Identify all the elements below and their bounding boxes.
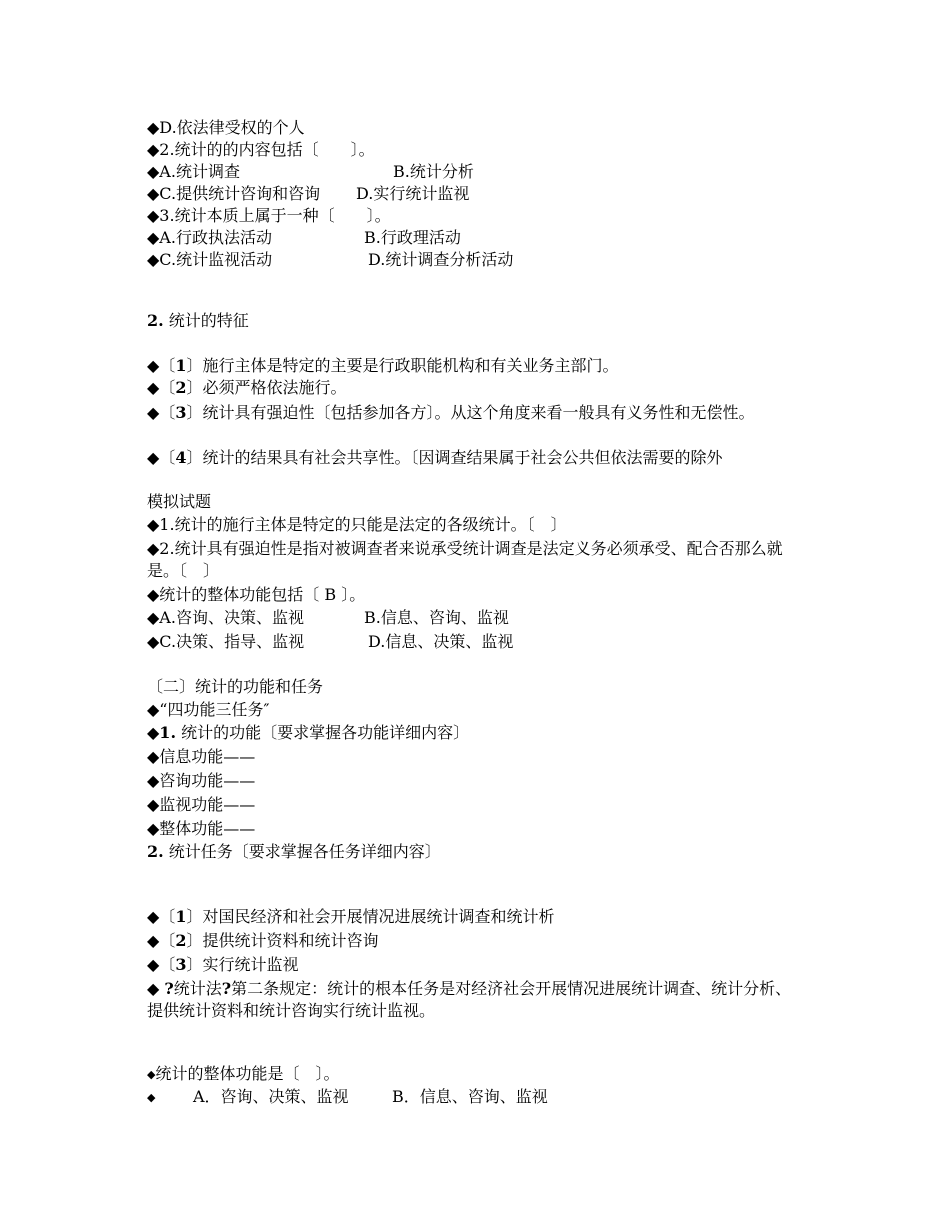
overall-option-b: B．信息、咨询、监视	[392, 1087, 548, 1106]
question-3-line: ◆3.统计本质上属于一种〔 〕。	[147, 206, 391, 225]
option-d-line: ◆D.依法律受权的个人	[147, 118, 305, 137]
mock-question-2: ◆2.统计具有强迫性是指对被调查者来说承受统计调查是法定义务必须承受、配合否那么就是。〔 〕	[147, 539, 783, 580]
section-heading-features: 2. 统计的特征	[147, 311, 249, 330]
mock-question-1: ◆1.统计的施行主体是特定的只能是法定的各级统计。〔 〕	[147, 515, 567, 534]
task-2: ◆〔2〕提供统计资料和统计咨询	[147, 931, 379, 950]
option-c-line: ◆C.提供统计咨询和咨询	[147, 184, 321, 203]
option-d2-line: D.实行统计监视	[356, 184, 470, 203]
feature-1: ◆〔1〕施行主体是特定的主要是行政职能机构和有关业务主部门。	[147, 356, 619, 375]
task-3: ◆〔3〕实行统计监视	[147, 955, 299, 974]
option-c2-line: ◆C.统计监视活动	[147, 250, 273, 269]
function-consulting: ◆咨询功能——	[147, 771, 256, 790]
option-a2-line: ◆A.行政执法活动	[147, 228, 272, 247]
question-2-line: ◆2.统计的的内容包括〔 〕。	[147, 140, 375, 159]
option-b-line: B.统计分析	[393, 162, 474, 181]
mock-option-a: ◆A.咨询、决策、监视	[147, 608, 304, 627]
overall-function-options: ◆	[147, 1091, 156, 1104]
overall-function-question: ◆统计的整体功能是〔 〕。	[147, 1064, 340, 1083]
feature-2: ◆〔2〕必须严格依法施行。	[147, 378, 347, 397]
mock-option-d: D.信息、决策、监视	[368, 632, 514, 651]
mock-exam-heading: 模拟试题	[147, 492, 212, 511]
mock-option-c: ◆C.决策、指导、监视	[147, 632, 305, 651]
mock-question-3: ◆统计的整体功能包括〔 B 〕。	[147, 585, 366, 604]
option-d3-line: D.统计调查分析活动	[368, 250, 514, 269]
statistics-law-article: ◆ ?统计法?第二条规定：统计的根本任务是对经济社会开展情况进展统计调查、统计分析、提供统计资料和统计咨询实行统计监视。	[147, 979, 792, 1020]
task-1: ◆〔1〕对国民经济和社会开展情况进展统计调查和统计析	[147, 907, 555, 926]
overall-option-a: A．咨询、决策、监视	[193, 1087, 349, 1106]
option-a-line: ◆A.统计调查	[147, 162, 240, 181]
option-b2-line: B.行政理活动	[364, 228, 461, 247]
function-information: ◆信息功能——	[147, 747, 256, 766]
feature-3: ◆〔3〕统计具有强迫性〔包括参加各方〕。从这个角度来看一般具有义务性和无偿性。	[147, 403, 755, 422]
function-overall: ◆整体功能——	[147, 819, 256, 838]
feature-4: ◆〔4〕统计的结果具有社会共享性。〔因调查结果属于社会公共但依法需要的除外	[147, 448, 723, 467]
mock-option-b: B.信息、咨询、监视	[364, 608, 509, 627]
tasks-heading: 2. 统计任务〔要求掌握各任务详细内容〕	[147, 842, 441, 861]
function-supervision: ◆监视功能——	[147, 795, 256, 814]
section-functions-tasks: 〔二〕统计的功能和任务	[147, 677, 324, 696]
four-functions-three-tasks: ◆“四功能三任务″	[147, 700, 270, 719]
functions-heading: ◆1. 统计的功能〔要求掌握各功能详细内容〕	[147, 723, 470, 742]
